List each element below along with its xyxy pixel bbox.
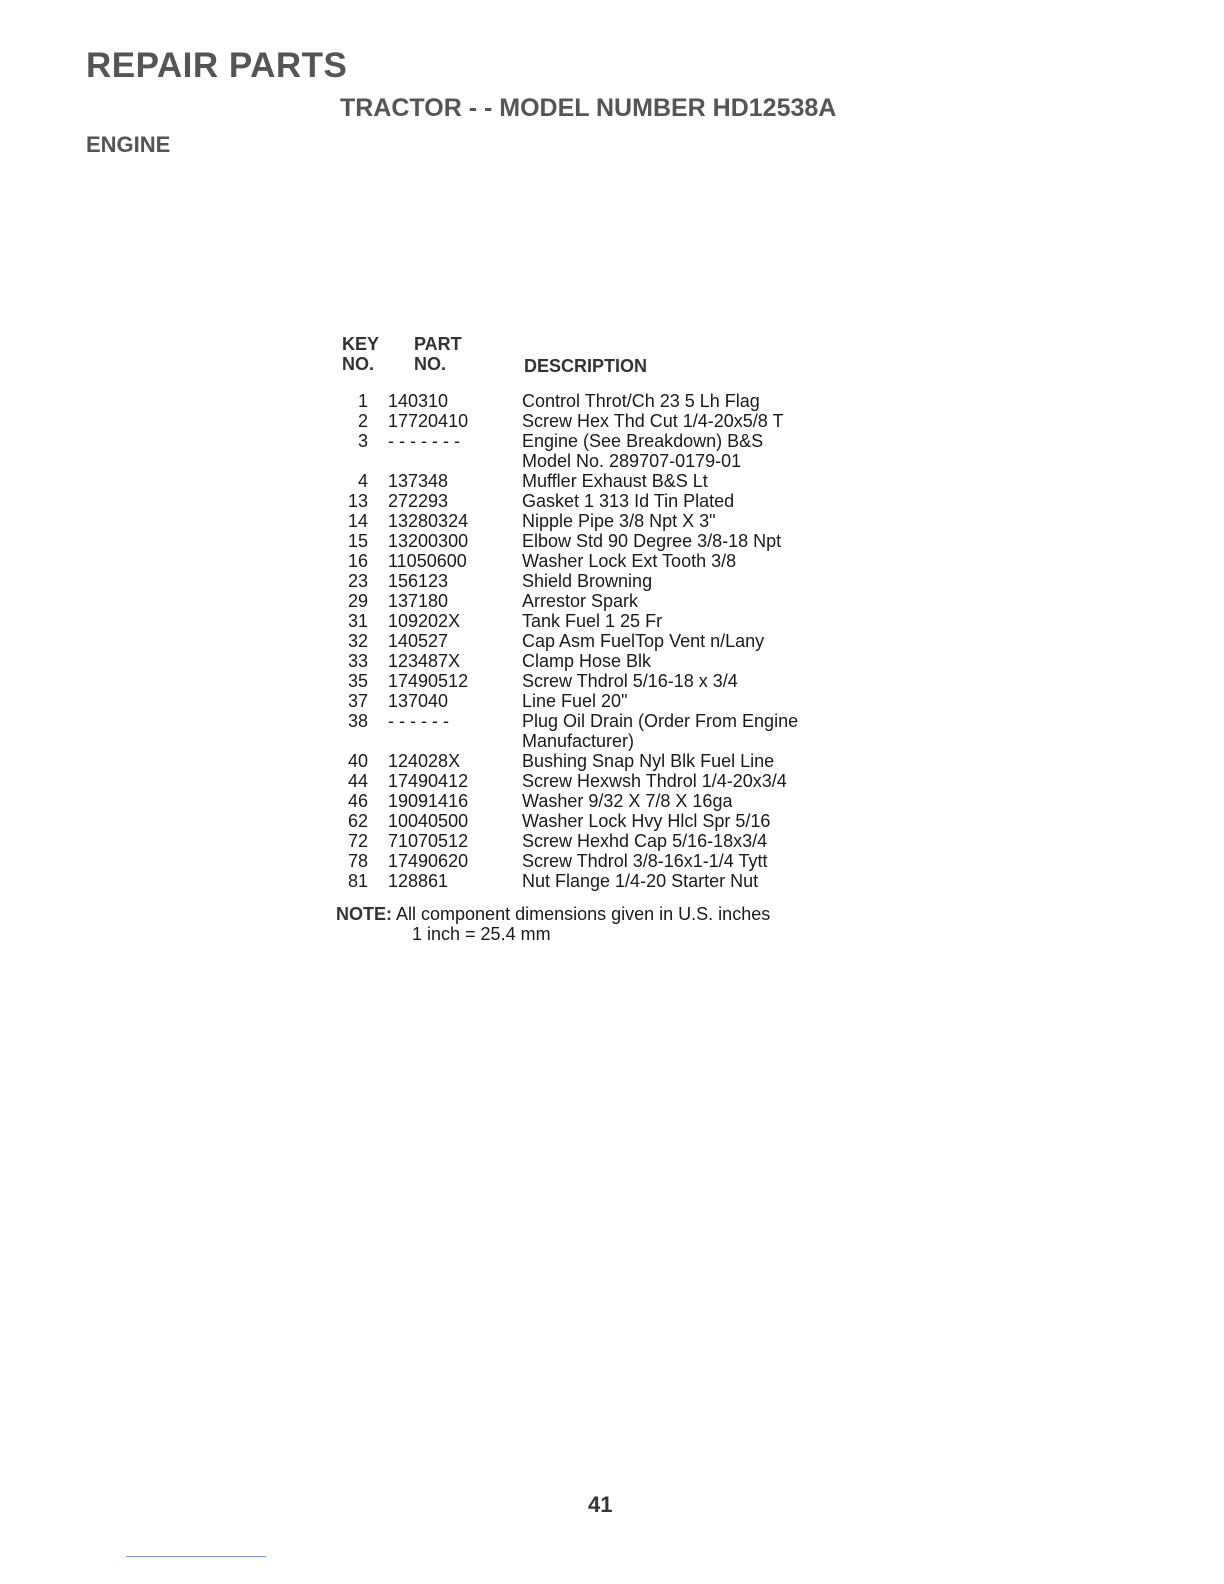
page-title: REPAIR PARTS: [86, 46, 348, 85]
part-description: Screw Thdrol 5/16-18 x 3/4: [522, 671, 738, 691]
key-number: 81: [347, 871, 368, 891]
table-row: [338, 751, 858, 771]
part-description: Screw Thdrol 3/8-16x1-1/4 Tytt: [522, 851, 768, 871]
part-description: Cap Asm FuelTop Vent n/Lany: [522, 631, 765, 651]
part-description: Washer Lock Ext Tooth 3/8: [522, 551, 737, 571]
part-description: Clamp Hose Blk: [522, 651, 652, 671]
key-number: 37: [347, 691, 368, 711]
part-header-line2: NO.: [414, 354, 447, 374]
table-row: [338, 671, 858, 691]
note-text: All component dimensions given in U.S. inches: [396, 904, 771, 924]
key-number: 33: [347, 651, 368, 671]
key-number: 13: [347, 491, 368, 511]
part-description: Nipple Pipe 3/8 Npt X 3": [522, 511, 716, 531]
table-row: [338, 791, 858, 811]
part-number: 19091416: [388, 791, 469, 811]
table-row: [338, 851, 858, 871]
table-row: [338, 411, 858, 431]
part-number: 17490512: [388, 671, 469, 691]
table-row: [338, 511, 858, 531]
part-number: 124028X: [388, 751, 461, 771]
note-conversion: 1 inch = 25.4 mm: [412, 924, 551, 944]
part-number: 13280324: [388, 511, 469, 531]
part-number: 13200300: [388, 531, 469, 551]
part-number: 156123: [388, 571, 449, 591]
part-description: Plug Oil Drain (Order From Engine Manufacturer): [522, 711, 799, 751]
part-number: 140310: [388, 391, 449, 411]
part-number: 137348: [388, 471, 449, 491]
part-description: Engine (See Breakdown) B&S Model No. 289707-0179-01: [522, 431, 764, 471]
note-label: NOTE:: [336, 904, 392, 924]
part-description: Muffler Exhaust B&S Lt: [522, 471, 708, 491]
table-row: [338, 811, 858, 831]
part-number: 109202X: [388, 611, 461, 631]
key-number: 46: [347, 791, 368, 811]
note: [336, 904, 770, 924]
table-row: [338, 391, 858, 411]
part-number: - - - - - -: [388, 711, 449, 731]
part-header-line1: PART: [414, 334, 462, 354]
table-row: [338, 491, 858, 511]
key-number: 78: [347, 851, 368, 871]
table-row: [338, 871, 858, 891]
scan-line: [126, 1556, 266, 1557]
key-number: 23: [347, 571, 368, 591]
part-number: 71070512: [388, 831, 469, 851]
part-number: 17490412: [388, 771, 469, 791]
part-number: 128861: [388, 871, 449, 891]
part-number: 140527: [388, 631, 449, 651]
key-number: 2: [357, 411, 368, 431]
parts-rows: [338, 391, 858, 891]
part-description: Screw Hex Thd Cut 1/4-20x5/8 T: [522, 411, 784, 431]
table-row: [338, 631, 858, 651]
part-number: 10040500: [388, 811, 469, 831]
table-row: [338, 711, 858, 751]
part-description: Washer Lock Hvy Hlcl Spr 5/16: [522, 811, 771, 831]
key-number: 16: [347, 551, 368, 571]
table-row: [338, 611, 858, 631]
part-number: 123487X: [388, 651, 461, 671]
key-number: 35: [347, 671, 368, 691]
key-number: 62: [347, 811, 368, 831]
key-number: 38: [347, 711, 368, 731]
part-number: 272293: [388, 491, 449, 511]
table-row: [338, 571, 858, 591]
part-description: Bushing Snap Nyl Blk Fuel Line: [522, 751, 775, 771]
key-header-line2: NO.: [342, 354, 375, 374]
part-number: 137040: [388, 691, 449, 711]
part-description: Screw Hexhd Cap 5/16-18x3/4: [522, 831, 768, 851]
part-description: Nut Flange 1/4-20 Starter Nut: [522, 871, 759, 891]
key-number: 1: [357, 391, 368, 411]
key-number: 72: [347, 831, 368, 851]
key-number: 14: [347, 511, 368, 531]
part-number: 137180: [388, 591, 449, 611]
key-number: 15: [347, 531, 368, 551]
key-number: 44: [347, 771, 368, 791]
key-number: 29: [347, 591, 368, 611]
key-number: 3: [357, 431, 368, 451]
table-row: [338, 471, 858, 491]
part-description: Washer 9/32 X 7/8 X 16ga: [522, 791, 733, 811]
table-row: [338, 651, 858, 671]
part-description: Elbow Std 90 Degree 3/8-18 Npt: [522, 531, 782, 551]
model-heading: TRACTOR - - MODEL NUMBER HD12538A: [340, 94, 837, 122]
part-description: Arrestor Spark: [522, 591, 639, 611]
part-number: 17720410: [388, 411, 469, 431]
part-description: Line Fuel 20": [522, 691, 628, 711]
table-row: [338, 831, 858, 851]
table-row: [338, 551, 858, 571]
part-description: Shield Browning: [522, 571, 653, 591]
part-number: 11050600: [388, 551, 467, 571]
part-number: - - - - - - -: [388, 431, 460, 451]
section-heading: ENGINE: [86, 132, 171, 157]
table-row: [338, 771, 858, 791]
key-number: 4: [357, 471, 368, 491]
table-row: [338, 431, 858, 471]
part-description: Control Throt/Ch 23 5 Lh Flag: [522, 391, 760, 411]
part-description: Tank Fuel 1 25 Fr: [522, 611, 663, 631]
key-header-line1: KEY: [342, 334, 380, 354]
description-header: DESCRIPTION: [524, 356, 648, 376]
part-number: 17490620: [388, 851, 469, 871]
part-description: Screw Hexwsh Thdrol 1/4-20x3/4: [522, 771, 787, 791]
table-row: [338, 691, 858, 711]
part-description: Gasket 1 313 Id Tin Plated: [522, 491, 735, 511]
page-number: 41: [588, 1492, 613, 1517]
table-row: [338, 591, 858, 611]
key-number: 40: [347, 751, 368, 771]
key-number: 32: [347, 631, 368, 651]
table-row: [338, 531, 858, 551]
key-number: 31: [347, 611, 368, 631]
